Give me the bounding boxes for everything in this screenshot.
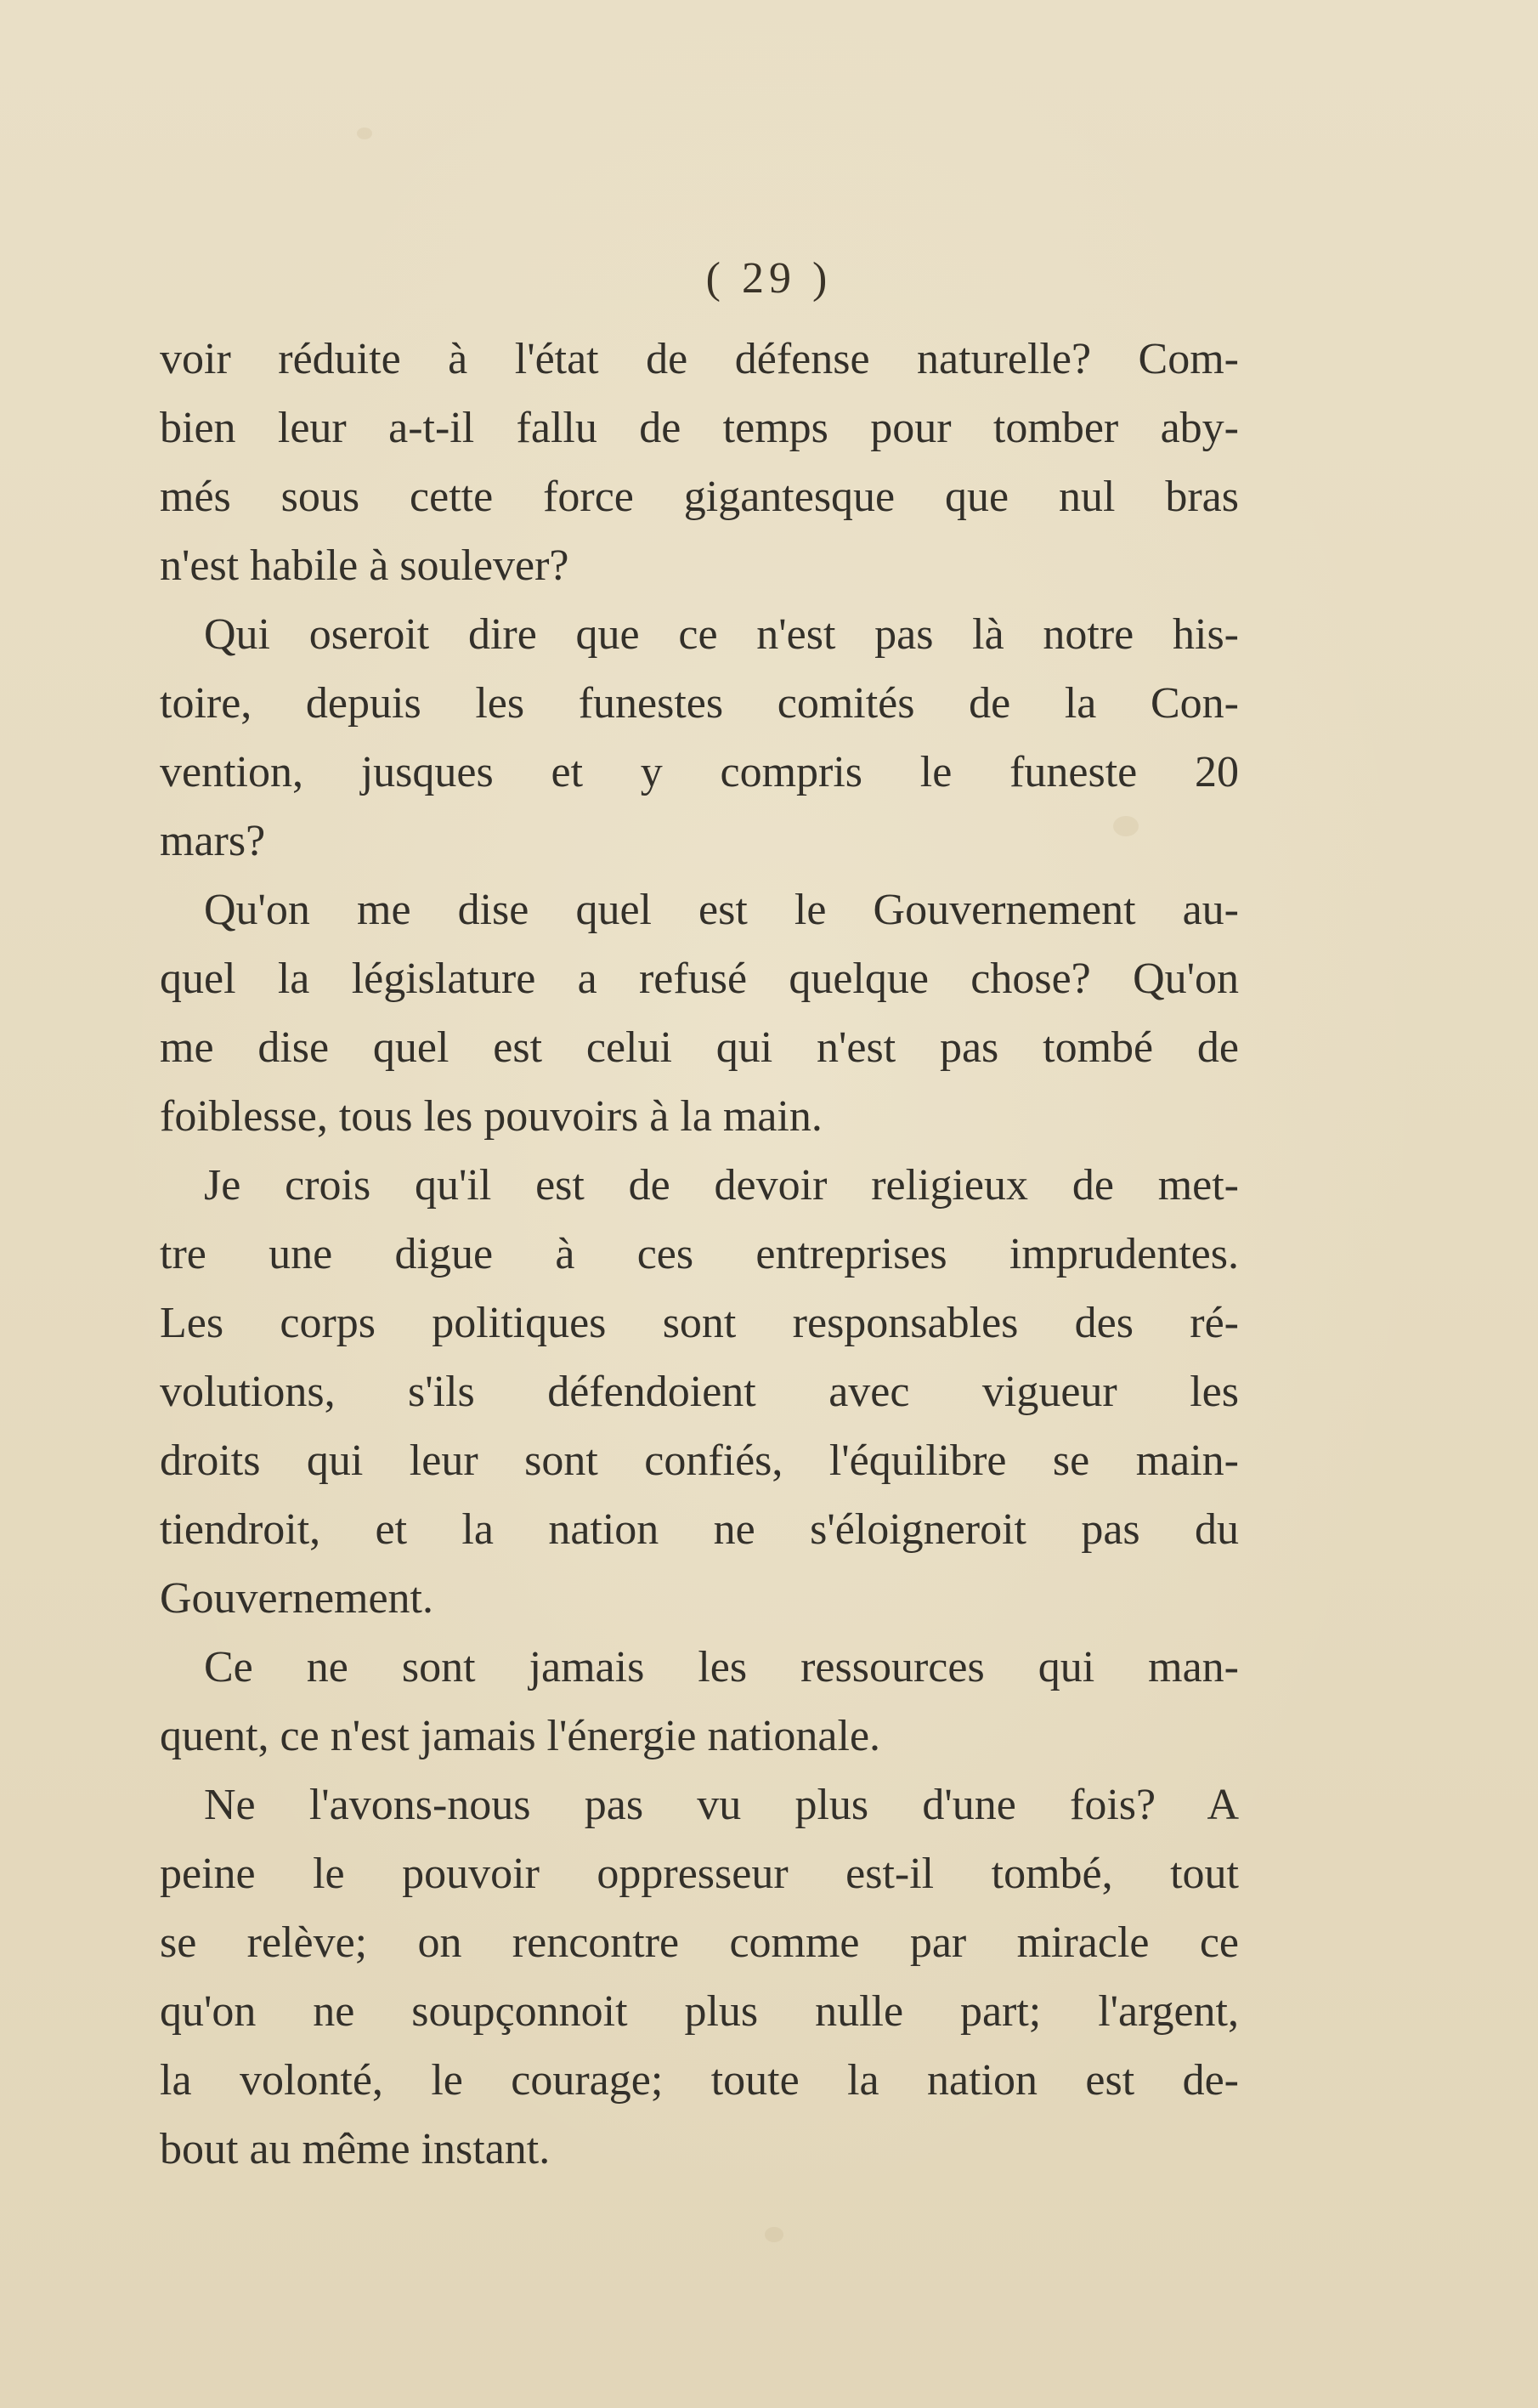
text-line: bout au même instant. [160, 2125, 551, 2173]
text-line: Qui oseroit dire que ce n'est pas là notre his- [204, 610, 1239, 659]
text-line: volutions, s'ils défendoient avec vigueur les [160, 1368, 1239, 1416]
page-number: ( 29 ) [705, 254, 833, 303]
paragraph [160, 875, 1239, 1151]
text-line: Ce ne sont jamais les ressources qui man- [204, 1643, 1239, 1691]
text-line: se relève; on rencontre comme par miracle ce [160, 1918, 1239, 1967]
text-line: foiblesse, tous les pouvoirs à la main. [160, 1092, 823, 1141]
text-line: Qu'on me dise quel est le Gouvernement au- [204, 886, 1239, 934]
text-line: Je crois qu'il est de devoir religieux de met- [204, 1161, 1239, 1210]
paragraph [160, 325, 1239, 600]
text-line: droits qui leur sont confiés, l'équilibre se main- [160, 1436, 1239, 1485]
text-line: més sous cette force gigantesque que nul bras [160, 473, 1239, 521]
paper-stain [357, 127, 372, 139]
text-line: mars? [160, 817, 266, 865]
paragraph [160, 1771, 1239, 2184]
text-line: la volonté, le courage; toute la nation est de- [160, 2056, 1239, 2105]
text-line: qu'on ne soupçonnoit plus nulle part; l'argent, [160, 1987, 1239, 2036]
text-line: toire, depuis les funestes comités de la Con- [160, 679, 1239, 728]
text-line: voir réduite à l'état de défense naturelle? Com- [160, 335, 1239, 383]
text-line: Ne l'avons-nous pas vu plus d'une fois? A [204, 1781, 1239, 1829]
text-line: me dise quel est celui qui n'est pas tombé de [160, 1023, 1239, 1072]
text-line: peine le pouvoir oppresseur est-il tombé, tout [160, 1850, 1239, 1898]
text-line: tre une digue à ces entreprises imprudentes. [160, 1230, 1239, 1278]
page-text [160, 325, 1239, 2184]
paragraph [160, 600, 1239, 875]
text-line: bien leur a-t-il fallu de temps pour tomber aby- [160, 404, 1239, 452]
text-line: vention, jusques et y compris le funeste 20 [160, 748, 1239, 796]
text-line: tiendroit, et la nation ne s'éloigneroit pas du [160, 1505, 1239, 1554]
text-line: quent, ce n'est jamais l'énergie nationale. [160, 1712, 881, 1760]
text-line: quel la législature a refusé quelque chose? Qu'on [160, 955, 1239, 1003]
text-line: Gouvernement. [160, 1574, 434, 1623]
paragraph [160, 1633, 1239, 1771]
text-line: n'est habile à soulever? [160, 541, 569, 590]
paragraph [160, 1151, 1239, 1633]
paper-stain [765, 2227, 783, 2242]
text-line: Les corps politiques sont responsables des ré- [160, 1299, 1239, 1347]
